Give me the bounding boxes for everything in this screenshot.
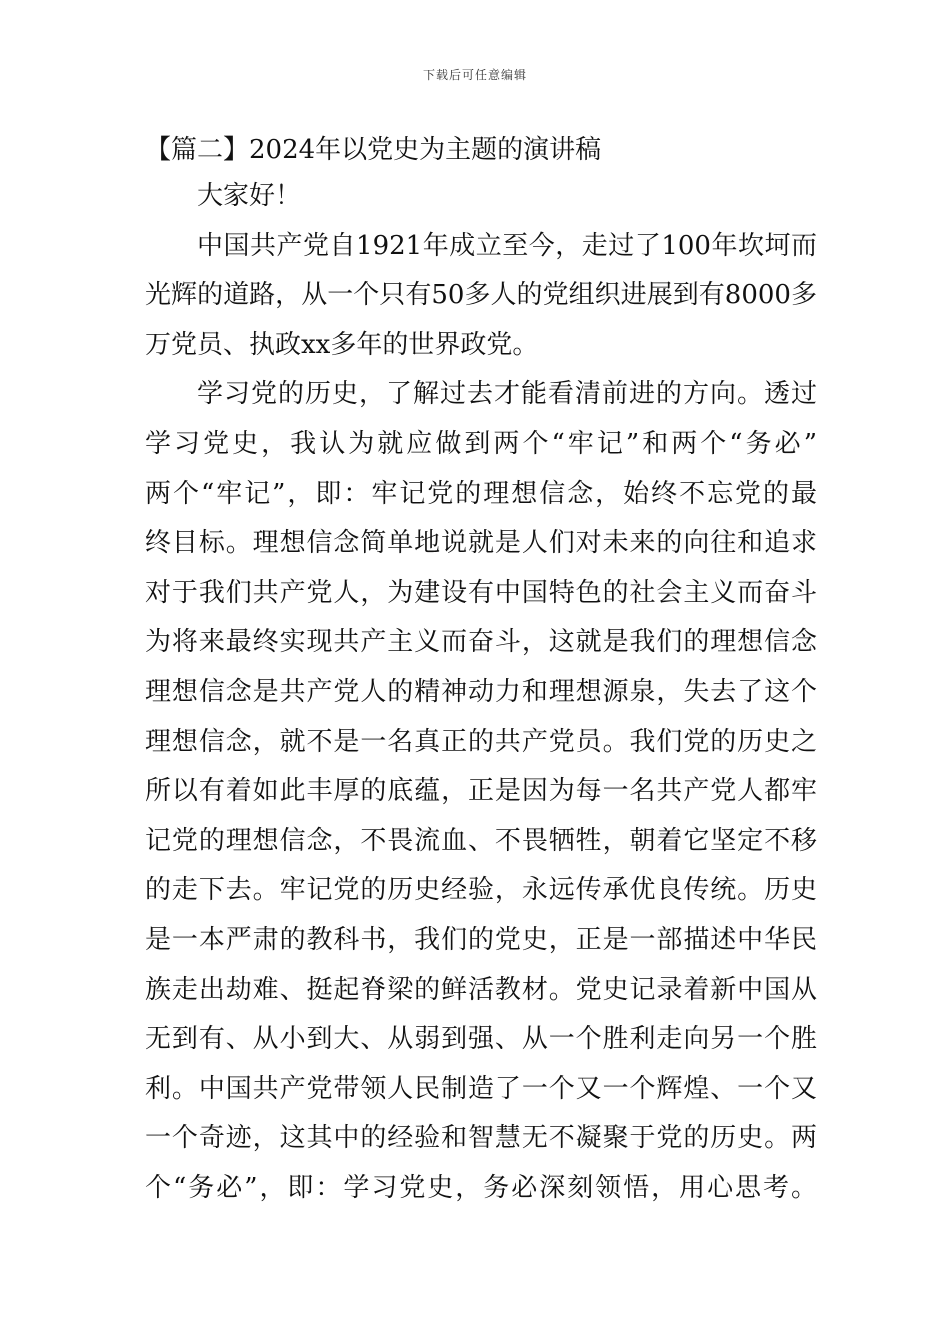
paragraph-1 <box>145 222 817 371</box>
paragraph-line: 为将来最终实现共产主义而奋斗，这就是我们的理想信念 <box>145 627 817 658</box>
header-note: 下载后可任意编辑 <box>422 68 527 82</box>
paragraph-line: 利。中国共产党带领人民制造了一个又一个辉煌、一个又 <box>145 1073 817 1104</box>
paragraph-line: 中国共产党自1921年成立至今，走过了100年坎坷而 <box>197 230 817 261</box>
paragraph-line: 万党员、执政xx多年的世界政党。 <box>145 329 539 360</box>
paragraph-line: 的走下去。牢记党的历史经验，永远传承优良传统。历史 <box>145 875 817 906</box>
paragraph-2 <box>145 370 817 1213</box>
paragraph-line: 无到有、从小到大、从弱到强、从一个胜利走向另一个胜 <box>145 1024 817 1055</box>
document-body <box>145 130 817 1213</box>
paragraph-line: 个“务必”，即：学习党史，务必深刻领悟，用心思考。 <box>145 1172 817 1203</box>
greeting: 大家好！ <box>197 181 302 211</box>
paragraph-line: 一个奇迹，这其中的经验和智慧无不凝聚于党的历史。两 <box>145 1123 817 1154</box>
paragraph-line: 族走出劫难、挺起脊梁的鲜活教材。党史记录着新中国从 <box>145 974 817 1005</box>
paragraph-line: 两个“牢记”，即：牢记党的理想信念，始终不忘党的最 <box>145 478 817 509</box>
paragraph-line: 是一本严肃的教科书，我们的党史，正是一部描述中华民 <box>145 924 817 955</box>
paragraph-line: 对于我们共产党人，为建设有中国特色的社会主义而奋斗 <box>145 577 817 608</box>
paragraph-line: 理想信念是共产党人的精神动力和理想源泉，失去了这个 <box>145 676 817 707</box>
paragraph-line: 终目标。理想信念简单地说就是人们对未来的向往和追求 <box>145 528 817 559</box>
paragraph-line: 所以有着如此丰厚的底蕴，正是因为每一名共产党人都牢 <box>145 776 817 807</box>
paragraph-line: 学习党的历史，了解过去才能看清前进的方向。透过 <box>197 379 817 410</box>
paragraph-line: 学习党史，我认为就应做到两个“牢记”和两个“务必” <box>145 428 817 459</box>
paragraph-line: 理想信念，就不是一名真正的共产党员。我们党的历史之 <box>145 726 817 757</box>
paragraph-line: 光辉的道路，从一个只有50多人的党组织进展到有8000多 <box>145 280 817 311</box>
paragraph-line: 记党的理想信念，不畏流血、不畏牺牲，朝着它坚定不移 <box>145 825 817 856</box>
document-title: 【篇二】2024年以党史为主题的演讲稿 <box>145 135 602 165</box>
